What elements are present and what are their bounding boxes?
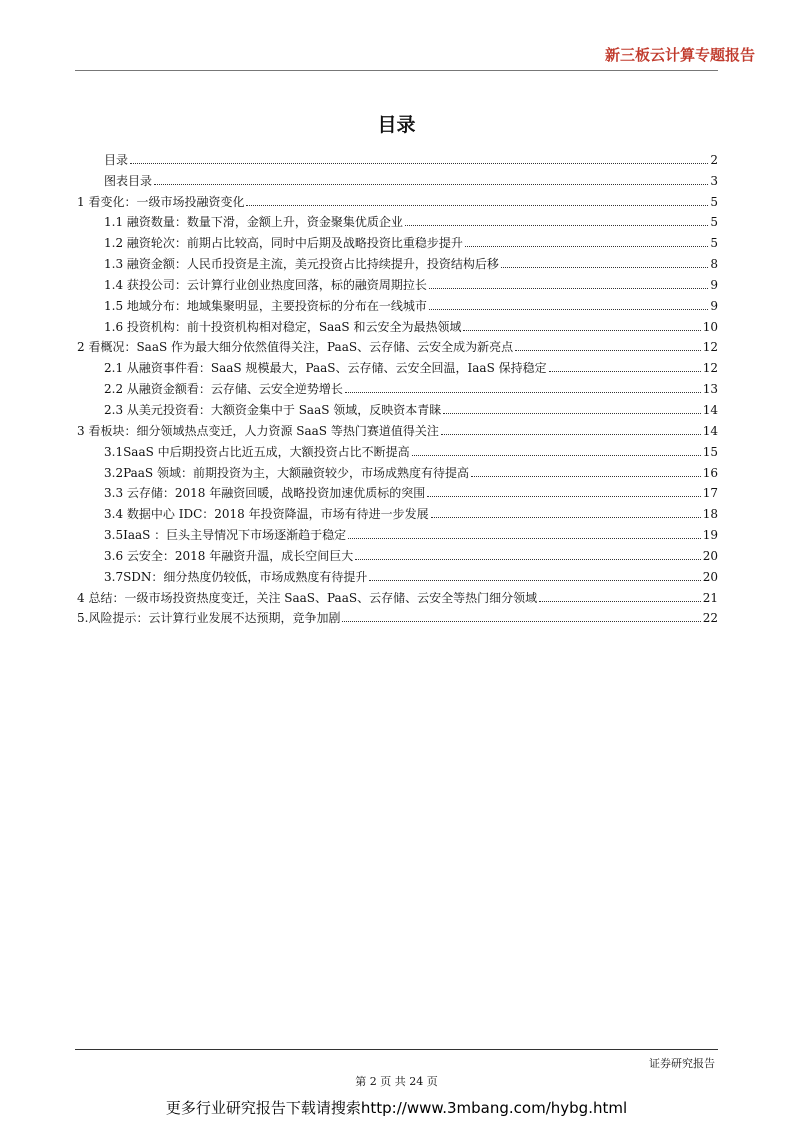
toc-entry[interactable] — [77, 250, 718, 271]
toc-entry[interactable] — [77, 584, 718, 605]
document-type-label: 证券研究报告 — [649, 1057, 715, 1070]
toc-entry-title: 1 看变化：一级市场投融资变化 — [77, 194, 245, 209]
toc-dot-leader — [348, 538, 701, 539]
toc-dot-leader — [441, 434, 701, 435]
toc-entry-page: 16 — [702, 465, 718, 480]
toc-entry-page: 20 — [702, 569, 718, 584]
toc-entry[interactable] — [77, 209, 718, 230]
toc-entry[interactable] — [77, 146, 718, 167]
toc-entry-page: 5 — [710, 194, 718, 209]
toc-dot-leader — [549, 371, 701, 372]
toc-entry[interactable] — [77, 563, 718, 584]
toc-entry-page: 15 — [702, 444, 718, 459]
toc-entry[interactable] — [77, 542, 718, 563]
toc-entry[interactable] — [77, 334, 718, 355]
toc-entry-page: 14 — [702, 423, 718, 438]
toc-entry[interactable] — [77, 500, 718, 521]
toc-entry[interactable] — [77, 188, 718, 209]
toc-entry-page: 3 — [710, 173, 718, 188]
toc-entry[interactable] — [77, 480, 718, 501]
toc-heading: 目录 — [377, 114, 416, 136]
toc-entry-page: 10 — [702, 319, 718, 334]
toc-entry-title: 2.1 从融资事件看：SaaS 规模最大，PaaS、云存储、云安全回温，IaaS 保持稳定 — [104, 361, 547, 376]
toc-dot-leader — [501, 267, 708, 268]
toc-entry[interactable] — [77, 167, 718, 188]
toc-entry[interactable] — [77, 605, 718, 626]
toc-dot-leader — [429, 309, 708, 310]
toc-entry-page: 19 — [702, 528, 718, 543]
toc-dot-leader — [427, 496, 700, 497]
toc-dot-leader — [443, 413, 700, 414]
table-of-contents — [77, 146, 718, 625]
toc-entry-title: 2.3 从美元投资看：大额资金集中于 SaaS 领域，反映资本青睐 — [104, 402, 442, 417]
toc-entry-title: 3.6 云安全：2018 年融资升温，成长空间巨大 — [104, 548, 354, 563]
toc-entry-page: 2 — [710, 152, 718, 167]
toc-dot-leader — [355, 559, 700, 560]
toc-entry-title: 3.5IaaS ：巨头主导情况下市场逐渐趋于稳定 — [104, 528, 347, 543]
toc-entry-title: 3.1SaaS 中后期投资占比近五成，大额投资占比不断提高 — [104, 444, 410, 459]
toc-entry-title: 1.5 地域分布：地域集聚明显，主要投资标的分布在一线城市 — [104, 298, 427, 313]
toc-entry-page: 21 — [702, 590, 718, 605]
toc-dot-leader — [431, 517, 701, 518]
toc-entry[interactable] — [77, 417, 718, 438]
toc-entry-page: 12 — [702, 340, 718, 355]
toc-entry[interactable] — [77, 396, 718, 417]
toc-entry-page: 22 — [702, 611, 718, 626]
footer-divider — [75, 1049, 718, 1050]
toc-entry-page: 13 — [702, 382, 718, 397]
toc-entry[interactable] — [77, 292, 718, 313]
toc-entry[interactable] — [77, 354, 718, 375]
toc-entry-page: 14 — [702, 402, 718, 417]
toc-entry-page: 5 — [710, 236, 718, 251]
toc-entry-title: 4 总结：一级市场投资热度变迁，关注 SaaS、PaaS、云存储、云安全等热门细分领域 — [77, 590, 538, 605]
toc-entry[interactable] — [77, 521, 718, 542]
toc-entry-title: 3.2PaaS 领域：前期投资为主，大额融资较少，市场成熟度有待提高 — [104, 465, 469, 480]
report-title: 新三板云计算专题报告 — [604, 46, 755, 64]
toc-dot-leader — [465, 246, 708, 247]
toc-entry[interactable] — [77, 375, 718, 396]
toc-dot-leader — [369, 580, 700, 581]
toc-entry-page: 17 — [702, 486, 718, 501]
toc-entry-title: 图表目录 — [104, 173, 153, 188]
toc-entry[interactable] — [77, 459, 718, 480]
promo-link[interactable]: 更多行业研究报告下载请搜索http://www.3mbang.com/hybg.html — [165, 1099, 628, 1117]
toc-entry-title: 目录 — [104, 152, 129, 167]
toc-entry[interactable] — [77, 229, 718, 250]
toc-entry-title: 2 看概况：SaaS 作为最大细分依然值得关注，PaaS、云存储、云安全成为新亮点 — [77, 340, 514, 355]
toc-entry-page: 18 — [702, 507, 718, 522]
toc-dot-leader — [471, 476, 701, 477]
toc-entry-page: 9 — [710, 298, 718, 313]
toc-entry-title: 3.4 数据中心 IDC：2018 年投资降温，市场有待进一步发展 — [104, 507, 429, 522]
toc-entry-title: 1.3 融资金额：人民币投资是主流，美元投资占比持续提升，投资结构后移 — [104, 257, 499, 272]
toc-entry-title: 1.6 投资机构：前十投资机构相对稳定，SaaS 和云安全为最热领域 — [104, 319, 462, 334]
toc-dot-leader — [429, 288, 708, 289]
toc-entry-title: 1.2 融资轮次：前期占比较高，同时中后期及战略投资比重稳步提升 — [104, 236, 463, 251]
toc-dot-leader — [412, 455, 701, 456]
toc-entry-page: 5 — [710, 215, 718, 230]
toc-entry-title: 3 看板块：细分领域热点变迁，人力资源 SaaS 等热门赛道值得关注 — [77, 423, 439, 438]
toc-entry-page: 8 — [710, 257, 718, 272]
toc-entry-page: 12 — [702, 361, 718, 376]
toc-entry-title: 3.3 云存储：2018 年融资回暖，战略投资加速优质标的突围 — [104, 486, 426, 501]
toc-entry-page: 20 — [702, 548, 718, 563]
toc-dot-leader — [246, 205, 708, 206]
toc-entry-title: 1.1 融资数量：数量下滑，金额上升，资金聚集优质企业 — [104, 215, 403, 230]
toc-dot-leader — [539, 601, 701, 602]
toc-dot-leader — [463, 330, 700, 331]
toc-dot-leader — [342, 621, 700, 622]
header-divider — [75, 70, 718, 71]
toc-entry-title: 1.4 获投公司：云计算行业创业热度回落，标的融资周期拉长 — [104, 277, 427, 292]
toc-entry[interactable] — [77, 438, 718, 459]
toc-dot-leader — [345, 392, 701, 393]
toc-entry-title: 2.2 从融资金额看：云存储、云安全逆势增长 — [104, 382, 343, 397]
toc-dot-leader — [154, 184, 708, 185]
toc-entry[interactable] — [77, 271, 718, 292]
page-number: 第 2 页 共 24 页 — [355, 1075, 438, 1088]
toc-entry-title: 3.7SDN：细分热度仍较低，市场成熟度有待提升 — [104, 569, 368, 584]
toc-entry-page: 9 — [710, 277, 718, 292]
toc-entry-title: 5.风险提示：云计算行业发展不达预期，竞争加剧 — [77, 611, 341, 626]
toc-dot-leader — [130, 163, 708, 164]
toc-dot-leader — [405, 225, 708, 226]
toc-dot-leader — [515, 350, 701, 351]
toc-entry[interactable] — [77, 313, 718, 334]
